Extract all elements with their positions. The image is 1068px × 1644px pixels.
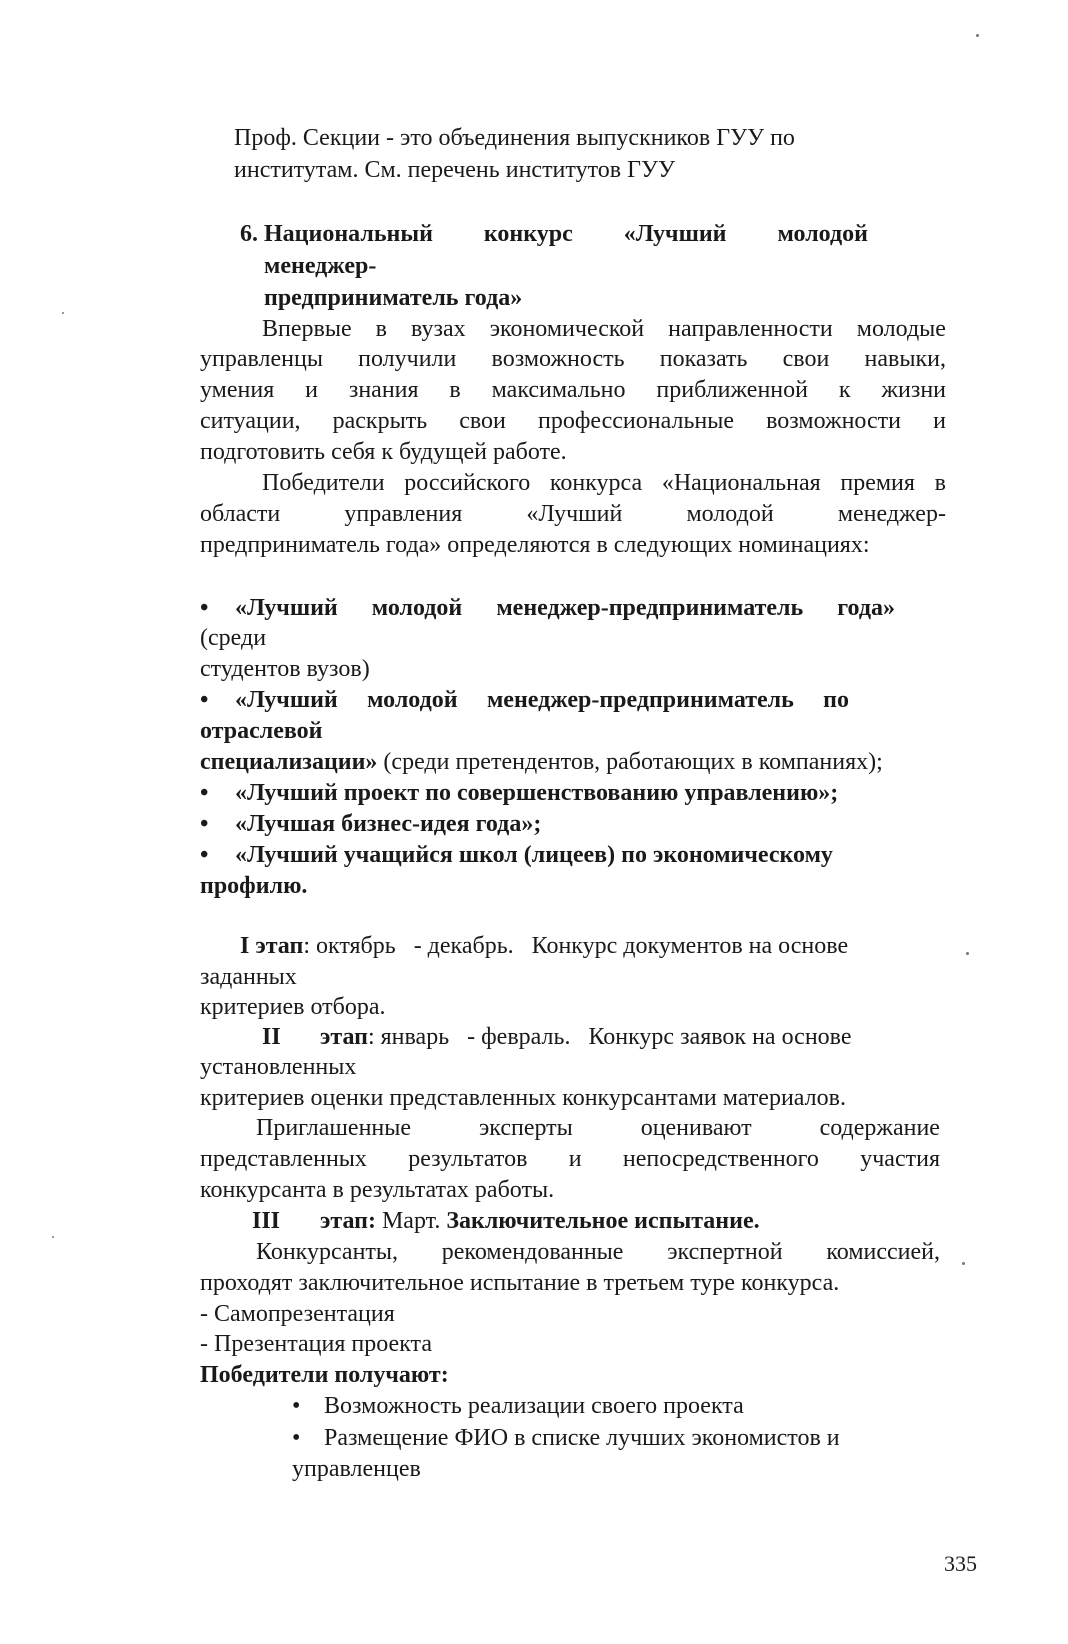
word: раскрыть xyxy=(332,408,428,434)
stage2-roman: II xyxy=(262,1024,281,1050)
word: свои xyxy=(782,346,830,372)
scan-speck xyxy=(962,1262,965,1265)
scan-speck xyxy=(966,952,969,955)
word: Победители xyxy=(262,470,385,496)
word: направленности xyxy=(668,316,833,342)
para1-line-5: подготовить себя к будущей работе. xyxy=(200,439,567,465)
nomination-5: «Лучший учащийся школ (лицеев) по экономическому xyxy=(235,842,833,868)
word: оценивают xyxy=(640,1115,752,1141)
bullet-marker: • xyxy=(200,780,209,806)
word: представленных xyxy=(200,1146,367,1172)
word: Приглашенные xyxy=(256,1115,412,1141)
word: максимально xyxy=(491,377,626,403)
winners-title: Победители получают: xyxy=(200,1362,449,1388)
word: эксперты xyxy=(478,1115,573,1141)
word: и xyxy=(568,1146,582,1172)
heading-word: «Лучший xyxy=(623,221,727,247)
para1-line-2 xyxy=(200,343,946,375)
stage3-line xyxy=(320,1205,760,1237)
dash-item-2: - Презентация проекта xyxy=(200,1331,432,1357)
heading-word: Национальный xyxy=(264,221,433,247)
stage2-cont2: критериев оценки представленных конкурсантами материалов. xyxy=(200,1085,846,1111)
word: навыки, xyxy=(864,346,946,372)
word: «Лучший xyxy=(526,501,623,527)
nomination-1-cont2: студентов вузов) xyxy=(200,656,370,682)
nomination-5-cont: профилю. xyxy=(200,873,308,899)
stage3-label: этап: xyxy=(320,1208,376,1234)
heading-word: молодой xyxy=(777,221,868,247)
word: в xyxy=(934,470,946,496)
intro-line-1: Проф. Секции - это объединения выпускников ГУУ по xyxy=(234,125,795,151)
word: «Лучший xyxy=(235,687,338,713)
word: и xyxy=(933,408,946,434)
word: знания xyxy=(348,377,419,403)
word: в xyxy=(375,316,387,342)
word: экономической xyxy=(489,316,645,342)
heading-line-2: менеджер- xyxy=(264,253,377,279)
word: участия xyxy=(860,1146,940,1172)
word: умения xyxy=(200,377,275,403)
stage1-text: : октябрь - декабрь. Конкурс документов на основе xyxy=(303,933,849,959)
word: области xyxy=(200,501,281,527)
word: результатов xyxy=(408,1146,528,1172)
word: и xyxy=(305,377,318,403)
word: жизни xyxy=(881,377,946,403)
bullet-marker: • xyxy=(292,1393,301,1419)
para4-line-1 xyxy=(256,1236,940,1268)
word: ситуации, xyxy=(200,408,301,434)
word: молодой xyxy=(371,595,463,621)
scan-speck xyxy=(976,34,979,37)
word: молодой xyxy=(686,501,774,527)
nomination-1 xyxy=(235,592,895,624)
nomination-2 xyxy=(235,684,849,716)
para3-line-1 xyxy=(256,1112,940,1144)
word: содержание xyxy=(819,1115,940,1141)
heading-word: конкурс xyxy=(483,221,573,247)
nomination-3: «Лучший проект по совершенствованию управлению»; xyxy=(235,780,839,806)
word: конкурса xyxy=(549,470,643,496)
bullet-marker: • xyxy=(292,1425,301,1451)
stage1-line xyxy=(240,930,848,962)
para3-line-2 xyxy=(200,1143,940,1175)
heading-number: 6. xyxy=(240,221,258,247)
word: рекомендованные xyxy=(441,1239,624,1265)
para3-line-3: конкурсанта в результатах работы. xyxy=(200,1177,555,1203)
scan-speck xyxy=(52,1236,54,1238)
bullet-marker: • xyxy=(200,842,209,868)
word: вузах xyxy=(411,316,466,342)
para2-line-2 xyxy=(200,498,946,530)
bullet-marker: • xyxy=(200,687,209,713)
stage1-label: I этап xyxy=(240,933,304,959)
bullet-marker: • xyxy=(200,595,209,621)
word: свои xyxy=(459,408,506,434)
word: получили xyxy=(358,346,457,372)
para4-line-2: проходят заключительное испытание в третьем туре конкурса. xyxy=(200,1270,840,1296)
stage2-label: этап xyxy=(320,1024,368,1050)
word: комиссией, xyxy=(826,1239,940,1265)
nomination-2-cont2 xyxy=(200,746,883,778)
stage1-cont: заданных xyxy=(200,964,297,990)
word: премия xyxy=(840,470,915,496)
stage3-text: Март. xyxy=(375,1208,447,1234)
dash-item-1: - Самопрезентация xyxy=(200,1301,395,1327)
word: молодые xyxy=(856,316,946,342)
word: приближенной xyxy=(656,377,808,403)
para1-line-4 xyxy=(200,405,946,437)
word: Впервые xyxy=(262,316,352,342)
heading-line-1 xyxy=(264,218,868,250)
word: профессиональные xyxy=(537,408,735,434)
para2-line-3: предприниматель года» определяются в следующих номинациях: xyxy=(200,532,870,558)
winners-item-1: Возможность реализации своего проекта xyxy=(324,1393,744,1419)
word: менеджер- xyxy=(837,501,946,527)
heading-line-3: предприниматель года» xyxy=(264,285,523,311)
word: российского xyxy=(404,470,531,496)
word: года» xyxy=(837,595,895,621)
para2-line-1 xyxy=(262,467,946,499)
word: возможность xyxy=(491,346,625,372)
word: «Лучший xyxy=(235,595,338,621)
word: молодой xyxy=(367,687,458,713)
nomination-2-rest: (среди претендентов, работающих в компаниях); xyxy=(377,749,883,775)
stage2-cont: установленных xyxy=(200,1054,357,1080)
stage1-cont2: критериев отбора. xyxy=(200,994,386,1020)
stage3-bold-end: Заключительное испытание. xyxy=(446,1208,760,1234)
word: менеджер-предприниматель xyxy=(486,687,794,713)
word: по xyxy=(823,687,849,713)
winners-item-2-cont: управленцев xyxy=(292,1456,421,1482)
word: экспертной xyxy=(667,1239,783,1265)
stage2-text: : январь - февраль. Конкурс заявок на основе xyxy=(367,1024,852,1050)
word: менеджер-предприниматель xyxy=(496,595,804,621)
nomination-2-cont: отраслевой xyxy=(200,718,323,744)
scan-speck xyxy=(62,312,64,314)
nomination-4: «Лучшая бизнес-идея года»; xyxy=(235,811,542,837)
intro-line-2: институтам. См. перечень институтов ГУУ xyxy=(234,157,675,183)
word: Конкурсанты, xyxy=(256,1239,399,1265)
word: возможности xyxy=(766,408,902,434)
stage2-line xyxy=(320,1021,852,1053)
winners-item-2: Размещение ФИО в списке лучших экономистов и xyxy=(324,1425,840,1451)
word: управления xyxy=(344,501,463,527)
nomination-1-cont: (среди xyxy=(200,625,267,651)
word: непосредственного xyxy=(622,1146,819,1172)
word: в xyxy=(449,377,461,403)
para1-line-3 xyxy=(200,374,946,406)
nomination-2-bold: специализации» xyxy=(200,749,378,775)
word: к xyxy=(838,377,851,403)
bullet-marker: • xyxy=(200,811,209,837)
word: управленцы xyxy=(200,346,323,372)
stage3-roman: III xyxy=(252,1208,281,1234)
para1-line-1 xyxy=(262,313,946,345)
word: «Национальная xyxy=(661,470,821,496)
word: показать xyxy=(659,346,748,372)
page-number: 335 xyxy=(944,1551,977,1576)
